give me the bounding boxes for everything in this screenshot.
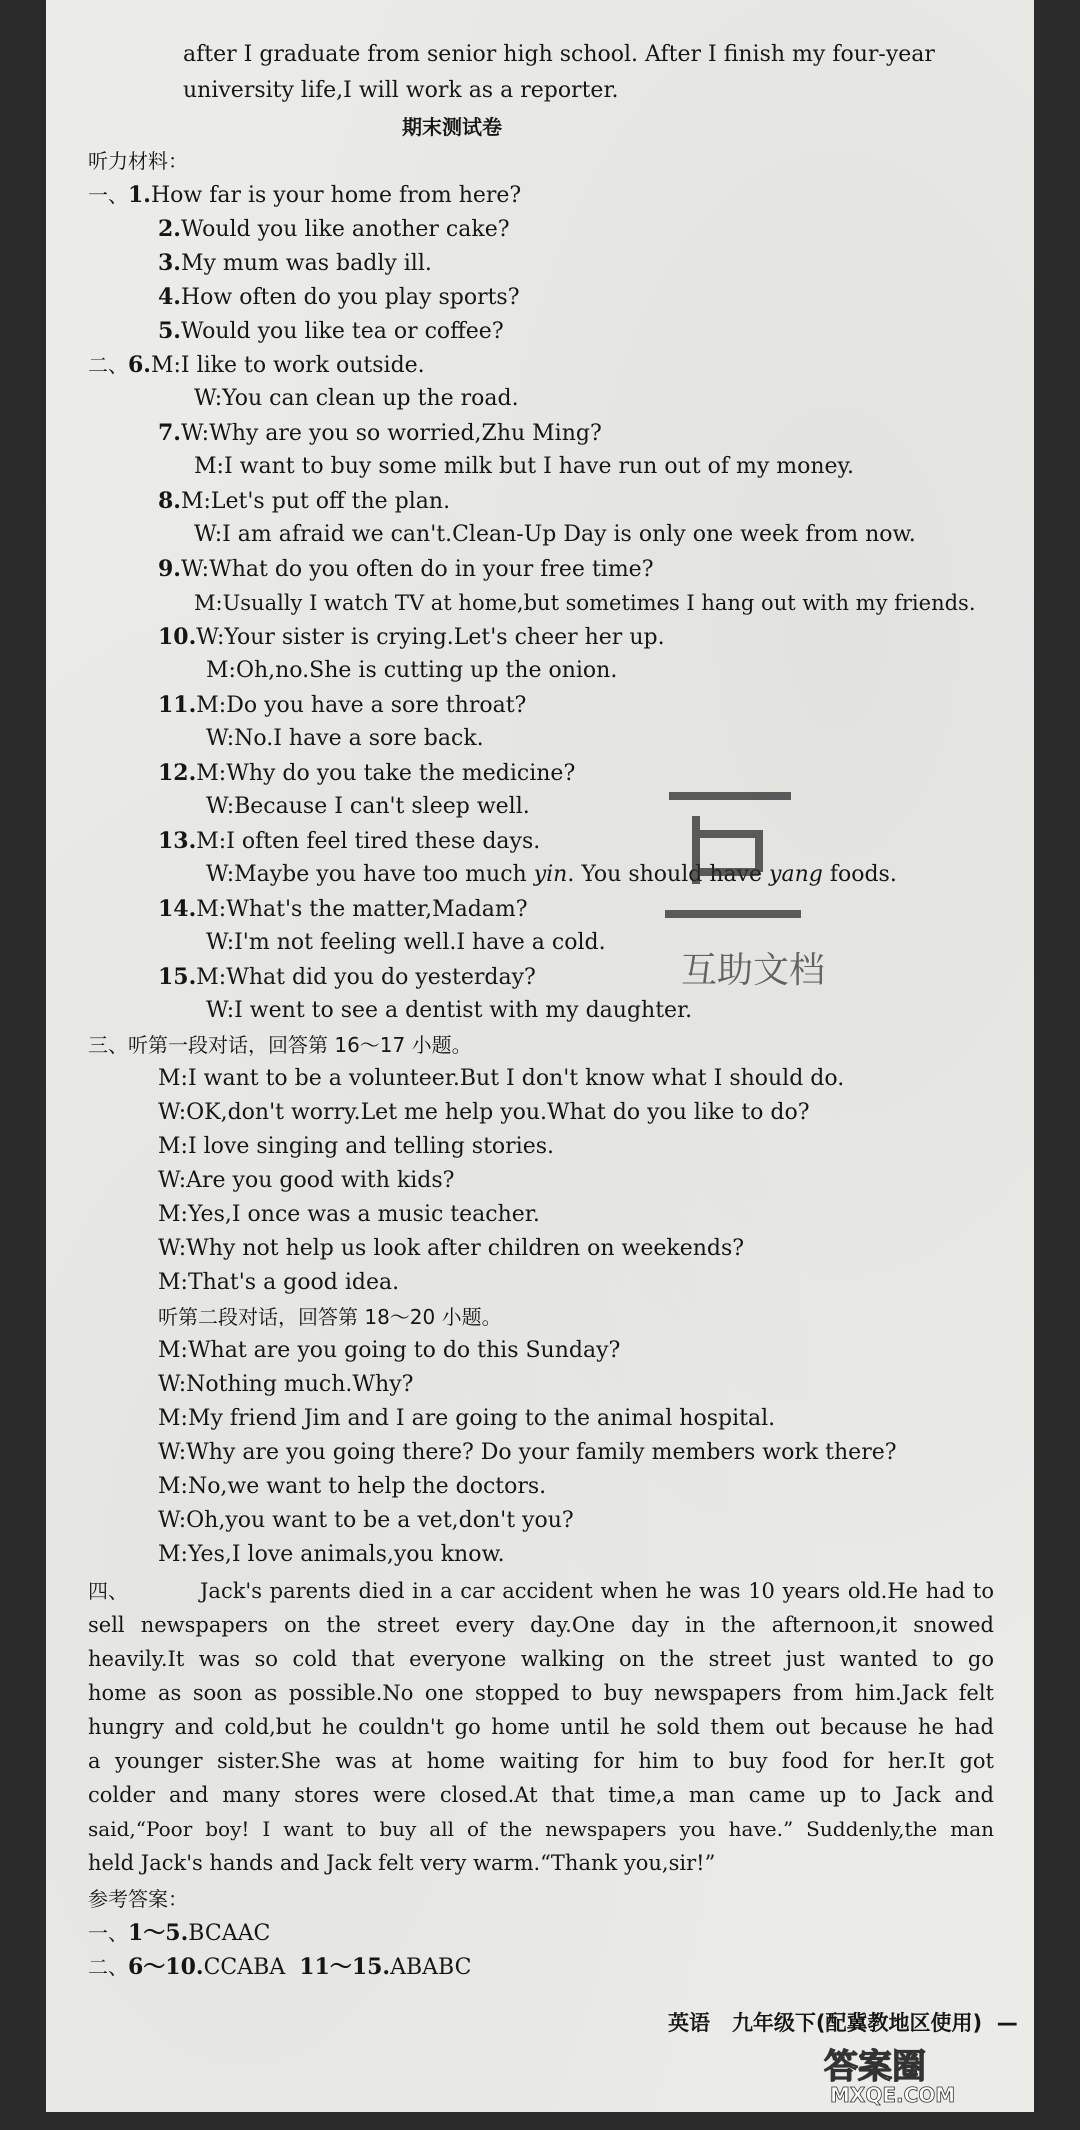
- passage-line-9: held Jack's hands and Jack felt very warm.“Thank you,sir!”: [88, 1851, 716, 1875]
- dialog-2-line-7: M:Yes,I love animals,you know.: [158, 1542, 505, 1567]
- answers-row-1: [88, 1918, 270, 1949]
- instruction-text: 听第一段对话，回答第 16～17 小题。: [128, 1033, 472, 1057]
- dialog-line: M:I like to work outside.: [150, 353, 425, 378]
- passage-line-5: hungry and cold,but he couldn't go home until he sold them out because he had: [88, 1715, 994, 1739]
- dialog-line: W:Your sister is crying.Let's cheer her up.: [196, 625, 665, 650]
- dialog-line: M:Let's put off the plan.: [180, 489, 451, 514]
- question-number: 9.: [158, 556, 181, 582]
- question-15-speaker-a: [158, 962, 536, 993]
- dialog-1-line-7: M:That's a good idea.: [158, 1270, 400, 1295]
- question-number: 2.: [158, 216, 181, 242]
- question-7-speaker-b: M:I want to buy some milk but I have run out of my money.: [194, 454, 855, 479]
- dialog-1-line-2: W:OK,don't worry.Let me help you.What do you like to do?: [158, 1100, 810, 1125]
- footer-dash: —: [996, 2011, 1018, 2035]
- dialog-2-line-6: W:Oh,you want to be a vet,don't you?: [158, 1508, 574, 1533]
- logo-url: MXQE.COM: [830, 2083, 956, 2107]
- passage-line-1: Jack's parents died in a car accident when he was 10 years old.He had to: [200, 1579, 994, 1603]
- question-1: [88, 180, 521, 211]
- intro-line-2: university life,I will work as a reporter.: [183, 78, 619, 103]
- question-10-speaker-a: [158, 622, 665, 653]
- question-6-speaker-b: W:You can clean up the road.: [194, 386, 519, 411]
- dialog-line: M:Why do you take the medicine?: [196, 761, 576, 786]
- answer-range: 1～5.: [128, 1920, 189, 1946]
- dialog-line: W:What do you often do in your free time?: [180, 557, 654, 582]
- question-8-speaker-b: W:I am afraid we can't.Clean-Up Day is only one week from now.: [194, 522, 916, 547]
- answer-range: 6～10.: [128, 1954, 204, 1980]
- dialog-2-line-5: M:No,we want to help the doctors.: [158, 1474, 547, 1499]
- question-number: 11.: [158, 692, 197, 718]
- part-label: 四、: [88, 1579, 128, 1603]
- dialog-fragment: . You should have: [567, 862, 770, 887]
- logo-text: 答案圈: [824, 2047, 926, 2087]
- dialog-1-line-3: M:I love singing and telling stories.: [158, 1134, 555, 1159]
- dialog-2-line-1: M:What are you going to do this Sunday?: [158, 1338, 621, 1363]
- dialog-line: M:Do you have a sore throat?: [196, 693, 527, 718]
- dialog-fragment: W:Maybe you have too much: [206, 862, 534, 887]
- question-13-speaker-b: [206, 860, 897, 890]
- question-7-speaker-a: [158, 418, 602, 449]
- dialog-line: M:What did you do yesterday?: [196, 965, 536, 990]
- answers-row-2: [88, 1952, 471, 1983]
- question-number: 7.: [158, 420, 181, 446]
- part-label: 二、: [88, 1955, 128, 1979]
- intro-line-1: after I graduate from senior high school. After I finish my four-year: [183, 42, 935, 67]
- answer-letters: ABABC: [390, 1955, 472, 1980]
- dialog-2-line-2: W:Nothing much.Why?: [158, 1372, 414, 1397]
- dialog-1-line-5: M:Yes,I once was a music teacher.: [158, 1202, 540, 1227]
- question-number: 6.: [128, 352, 151, 378]
- page-footer: [668, 2008, 1018, 2038]
- listening-label: 听力材料：: [88, 149, 188, 173]
- question-2: [158, 214, 510, 245]
- question-12-speaker-b: W:Because I can't sleep well.: [206, 794, 530, 819]
- question-number: 4.: [158, 284, 181, 310]
- question-9-speaker-a: [158, 554, 654, 585]
- question-4: [158, 282, 520, 313]
- dialog-2-line-4: W:Why are you going there? Do your family members work there?: [158, 1440, 897, 1465]
- question-10-speaker-b: M:Oh,no.She is cutting up the onion.: [206, 658, 618, 683]
- dialog-line: M:What's the matter,Madam?: [196, 897, 528, 922]
- part-label: 一、: [88, 183, 128, 207]
- question-5: [158, 316, 504, 347]
- question-6-speaker-a: [88, 350, 425, 381]
- part-label: 三、: [88, 1033, 128, 1057]
- footer-subject: 英语: [668, 2011, 710, 2035]
- dialog-line: M:I often feel tired these days.: [196, 829, 541, 854]
- passage-line-7: colder and many stores were closed.At that time,a man came up to Jack and: [88, 1783, 994, 1807]
- question-number: 8.: [158, 488, 181, 514]
- part-3-intro-2: 听第二段对话，回答第 18～20 小题。: [158, 1305, 502, 1329]
- section-title: 期末测试卷: [402, 115, 502, 139]
- passage-line-2: sell newspapers on the street every day.One day in the afternoon,it snowed: [88, 1613, 994, 1637]
- dialog-fragment: foods.: [822, 862, 897, 887]
- question-3: [158, 248, 432, 279]
- passage-line-4: home as soon as possible.No one stopped to buy newspapers from him.Jack felt: [88, 1681, 994, 1705]
- question-14-speaker-b: W:I'm not feeling well.I have a cold.: [206, 930, 606, 955]
- site-logo: [814, 2038, 1034, 2108]
- question-text: Would you like tea or coffee?: [180, 319, 504, 344]
- term-yang: yang: [769, 862, 823, 887]
- dialog-1-line-4: W:Are you good with kids?: [158, 1168, 455, 1193]
- question-11-speaker-b: W:No.I have a sore back.: [206, 726, 484, 751]
- question-15-speaker-b: W:I went to see a dentist with my daughter.: [206, 998, 693, 1023]
- question-text: How often do you play sports?: [180, 285, 520, 310]
- question-number: 1.: [128, 182, 151, 208]
- passage-line-8: said,“Poor boy! I want to buy all of the newspapers you have.” Suddenly,the man: [88, 1817, 994, 1841]
- question-number: 3.: [158, 250, 181, 276]
- document-page: [46, 0, 1034, 2112]
- part-label: 一、: [88, 1921, 128, 1945]
- question-9-speaker-b: M:Usually I watch TV at home,but sometimes I hang out with my friends.: [194, 591, 976, 615]
- dialog-line: W:Why are you so worried,Zhu Ming?: [180, 421, 602, 446]
- question-13-speaker-a: [158, 826, 540, 857]
- dialog-1-line-1: M:I want to be a volunteer.But I don't know what I should do.: [158, 1066, 845, 1091]
- question-text: My mum was badly ill.: [180, 251, 432, 276]
- passage-line-6: a younger sister.She was at home waiting for him to buy food for her.It got: [88, 1749, 994, 1773]
- question-number: 15.: [158, 964, 197, 990]
- question-number: 12.: [158, 760, 197, 786]
- answer-range: 11～15.: [299, 1954, 391, 1980]
- answer-letters: CCABA: [203, 1955, 286, 1980]
- part-3-intro-1: [88, 1030, 472, 1060]
- question-number: 13.: [158, 828, 197, 854]
- dialog-2-line-3: M:My friend Jim and I are going to the animal hospital.: [158, 1406, 776, 1431]
- watermark-text: 互助文档: [681, 950, 826, 991]
- dialog-1-line-6: W:Why not help us look after children on weekends?: [158, 1236, 745, 1261]
- question-number: 5.: [158, 318, 181, 344]
- term-yin: yin: [533, 862, 568, 887]
- question-11-speaker-a: [158, 690, 526, 721]
- footer-grade: 九年级下(配冀教地区使用): [731, 2011, 983, 2035]
- question-text: How far is your home from here?: [150, 183, 522, 208]
- question-number: 10.: [158, 624, 197, 650]
- watermark-stamp: [641, 776, 971, 1016]
- part-label: 二、: [88, 353, 128, 377]
- answer-letters: BCAAC: [188, 1921, 271, 1946]
- question-number: 14.: [158, 896, 197, 922]
- passage-line-3: heavily.It was so cold that everyone walking on the street just wanted to go: [88, 1647, 994, 1671]
- question-8-speaker-a: [158, 486, 450, 517]
- answers-label: 参考答案：: [88, 1887, 188, 1911]
- question-12-speaker-a: [158, 758, 575, 789]
- question-14-speaker-a: [158, 894, 528, 925]
- question-text: Would you like another cake?: [180, 217, 510, 242]
